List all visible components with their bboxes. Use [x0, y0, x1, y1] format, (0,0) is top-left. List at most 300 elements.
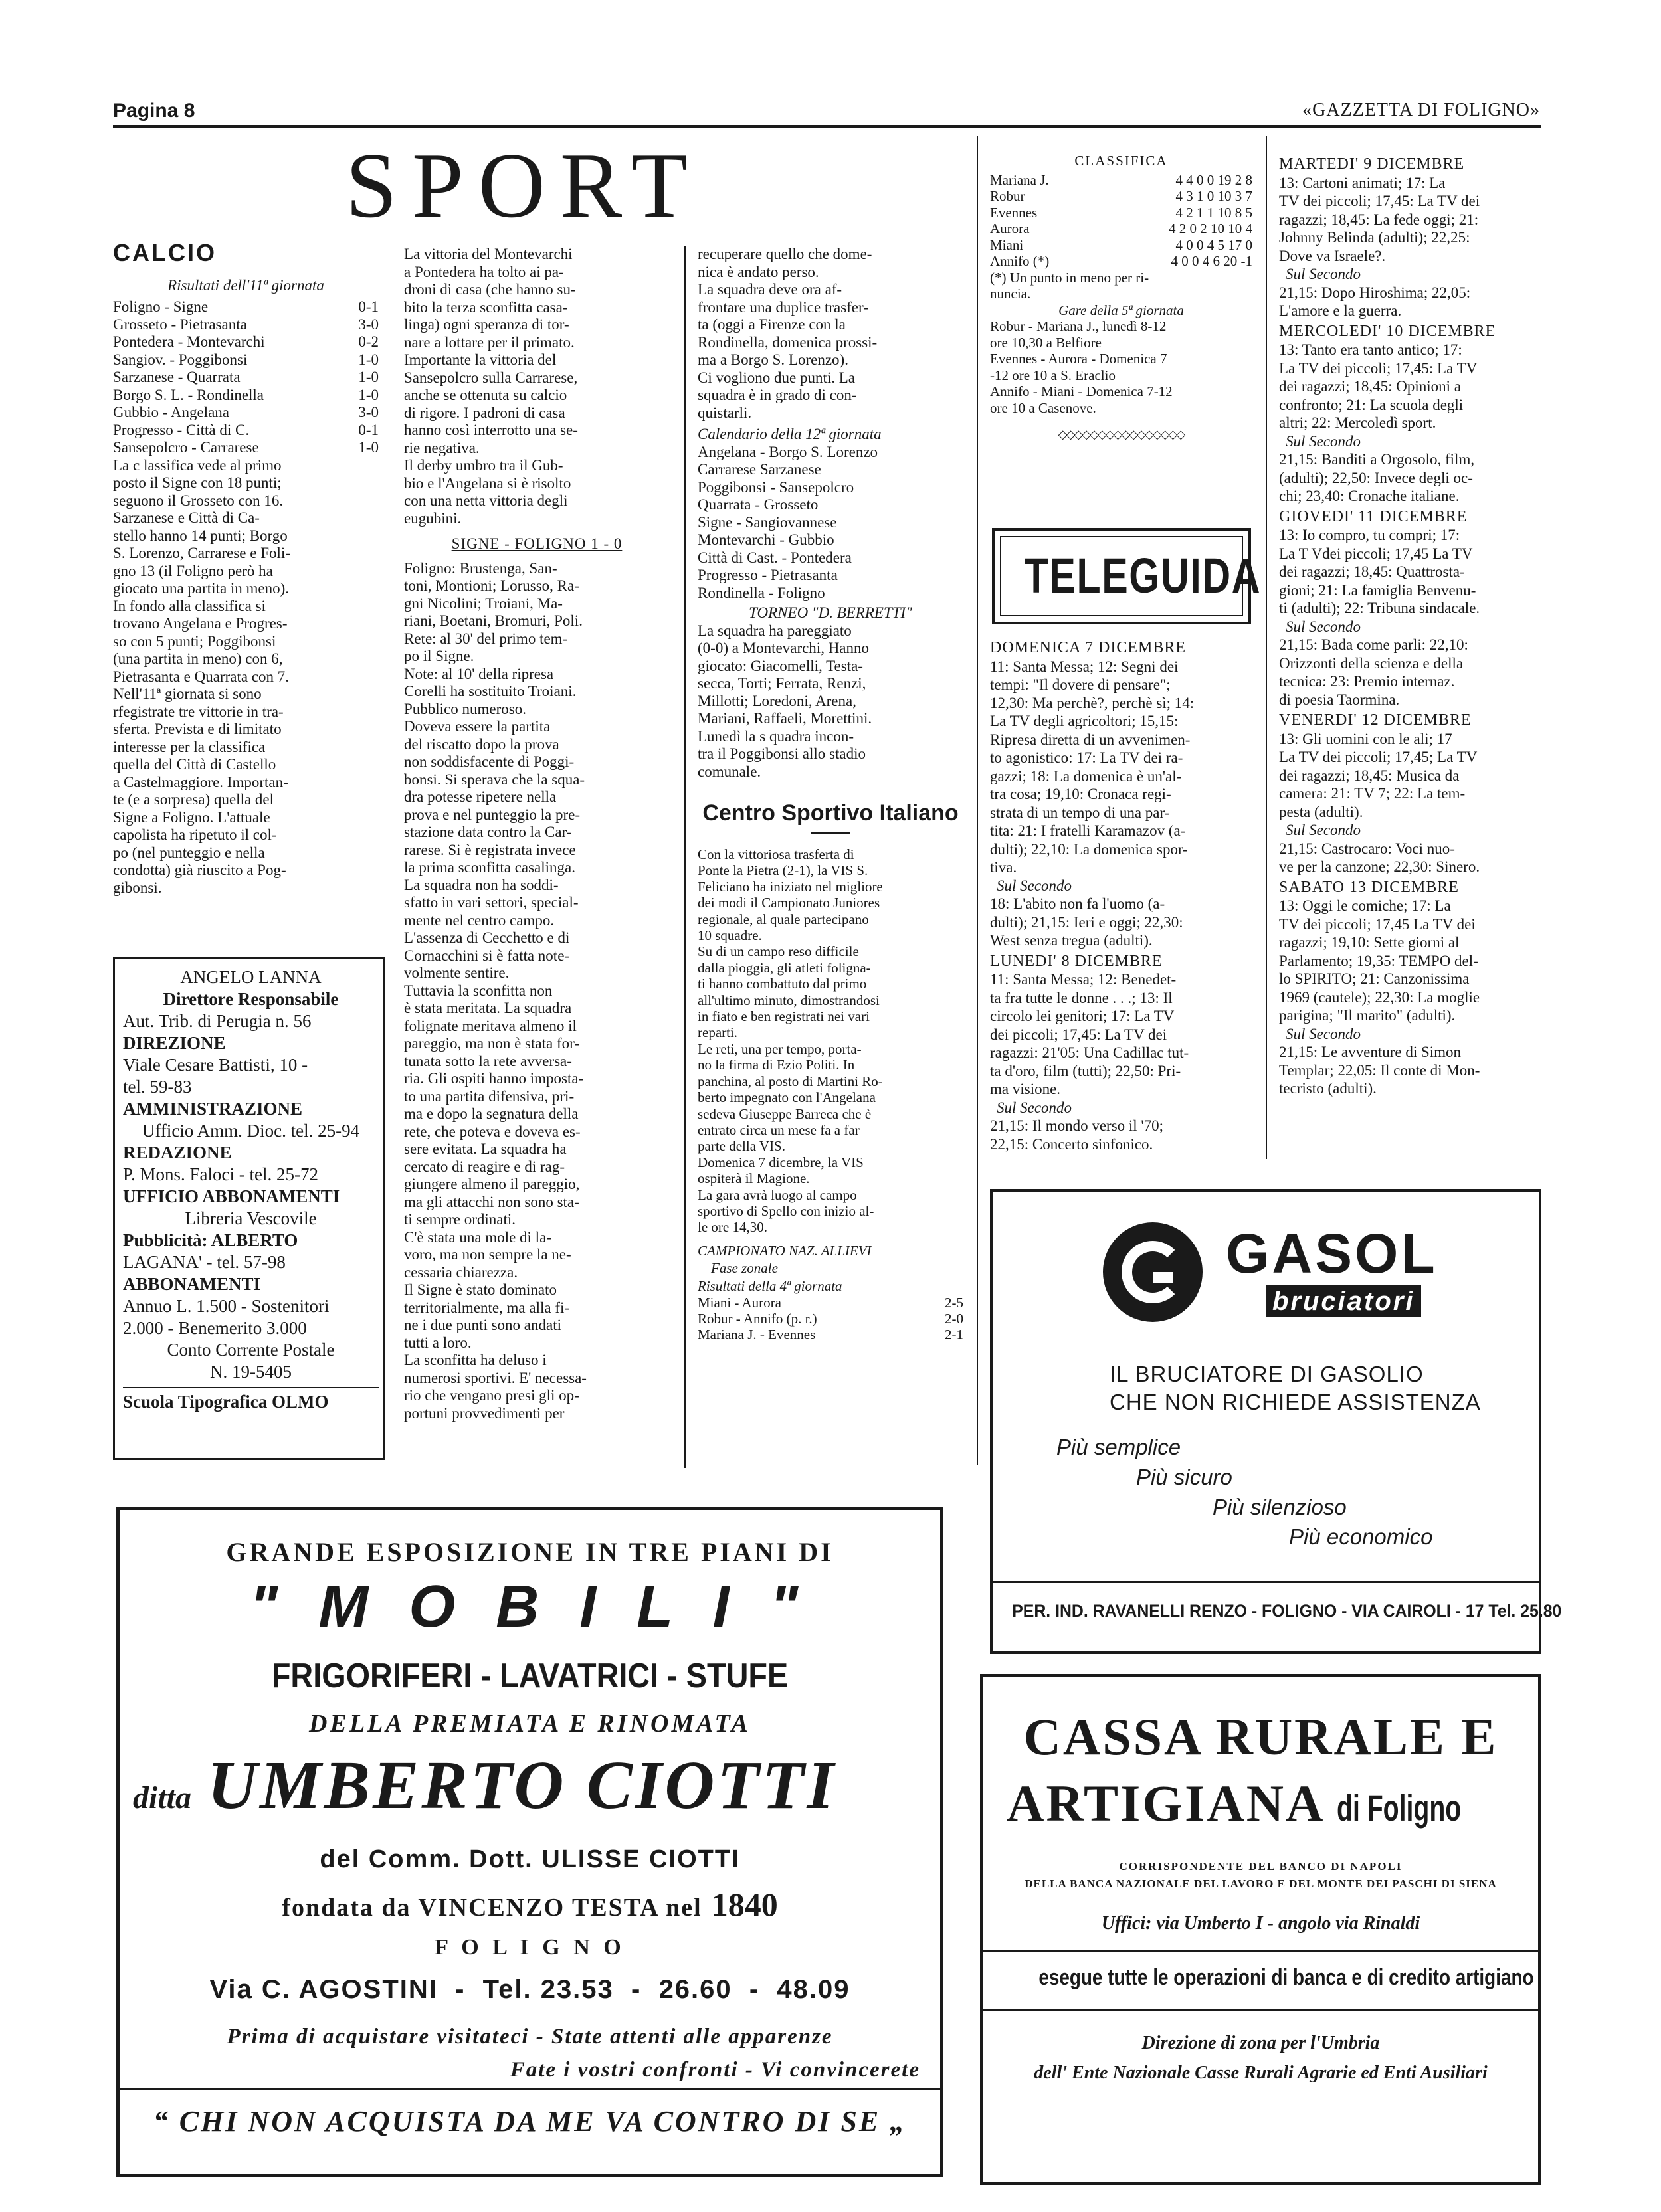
- article-line: riani, Boetani, Bromuri, Poli.: [404, 612, 583, 629]
- ad-mobili-line6: del Comm. Dott. ULISSE CIOTTI: [320, 1845, 740, 1873]
- article-line: (una partita in meno) con 6,: [113, 650, 283, 667]
- tv-line: 22,15: Concerto sinfonico.: [990, 1135, 1153, 1152]
- allievi-row: [698, 1295, 963, 1311]
- tv-line: ragazzi; 19,10: Sette giorni al: [1279, 934, 1460, 951]
- tv-line: tecnica: 23: Premio internaz.: [1279, 673, 1455, 690]
- masthead-line: REDAZIONE: [123, 1143, 232, 1162]
- tv-schedule-tuesday-saturday: [1279, 153, 1539, 1098]
- result-row-value: 1-0: [358, 351, 379, 368]
- ad-mobili-city: F O L I G N O: [435, 1935, 625, 1960]
- divider: ◇◇◇◇◇◇◇◇◇◇◇◇◇◇◇◇: [1058, 428, 1185, 441]
- ad-mobili-year: 1840: [711, 1886, 778, 1923]
- article-line: Importante la vittoria del: [404, 351, 557, 368]
- article-line: sedeva Giuseppe Barreca che è: [698, 1105, 872, 1122]
- classifica-row-value: 4 4 0 0 19 2 8: [1175, 171, 1252, 188]
- result-row-label: Pontedera - Montevarchi: [113, 333, 265, 350]
- gasol-feature2: Più sicuro: [1136, 1465, 1232, 1489]
- tv-line: 18: L'abito non fa l'uomo (a-: [990, 895, 1165, 912]
- article-line: trovano Angelana e Progres-: [113, 615, 288, 632]
- tv-line: tiva.: [990, 859, 1017, 876]
- results-title: Risultati dell'11ª giornata: [167, 276, 324, 294]
- article-line: del riscatto dopo la prova: [404, 735, 559, 753]
- result-row-label: Sarzanese - Quarrata: [113, 369, 241, 385]
- tv-line: tempi: "Il dovere di pensare";: [990, 676, 1171, 693]
- article-line: S. Lorenzo, Carrarese e Foli-: [113, 545, 290, 561]
- article-line: ma gli attacchi non sono sta-: [404, 1193, 579, 1210]
- calendar-row: Progresso - Pietrasanta: [698, 567, 838, 583]
- tv-line: gioni; 21: La famiglia Benvenu-: [1279, 581, 1476, 599]
- article-line: reparti.: [698, 1024, 738, 1041]
- masthead-line: Libreria Vescovile: [185, 1208, 317, 1228]
- note-line: nuncia.: [990, 286, 1031, 302]
- classifica-row: [990, 237, 1252, 254]
- tv-line: 12,30: Ma perchè?, perchè sì; 14:: [990, 694, 1195, 711]
- allievi-row-value: 2-5: [945, 1295, 963, 1311]
- tv-line: Parlamento; 19,35: TEMPO del-: [1279, 952, 1478, 969]
- article-line: frontare una duplice trasfer-: [698, 298, 868, 316]
- classifica-row: [990, 172, 1252, 189]
- allievi-row-label: Mariana J. - Evennes: [698, 1327, 816, 1343]
- article-line: Rondinella, domenica prossi-: [698, 333, 878, 351]
- cassa-direzione: Direzione di zona per l'Umbria: [1141, 2033, 1380, 2053]
- tv-line: 1969 (cautele); 22,30: La moglie: [1279, 988, 1480, 1006]
- article-line: hanno così interrotto una se-: [404, 422, 578, 438]
- article-line: Feliciano ha iniziato nel migliore: [698, 878, 883, 895]
- article-line: C'è stata una mole di la-: [404, 1228, 551, 1245]
- article-line: sfatto in vari settori, special-: [404, 894, 579, 911]
- article-line: secca, Torti; Ferrata, Renzi,: [698, 675, 866, 691]
- ad-mobili-line3: FRIGORIFERI - LAVATRICI - STUFE: [271, 1657, 789, 1695]
- cassa-uffici: Uffici: via Umberto I - angolo via Rinaldi: [1101, 1913, 1420, 1934]
- tv-line: ta d'oro, film (tutti); 22,50: Pri-: [990, 1062, 1181, 1079]
- article-line: Doveva essere la partita: [404, 718, 551, 735]
- note-line: (*) Un punto in meno per ri-: [990, 269, 1149, 286]
- ad-mobili-ditta: ditta: [133, 1780, 192, 1815]
- ad-mobili-line11: Fate i vostri confronti - Vi convincerete: [510, 2058, 920, 2082]
- tv-line: di poesia Taormina.: [1279, 691, 1400, 708]
- article-line: ma e dopo la segnatura della: [404, 1105, 579, 1122]
- article-line: Pubblico numeroso.: [404, 700, 526, 717]
- calendar-row: Città di Cast. - Pontedera: [698, 549, 852, 566]
- tv-day-heading: VENERDI' 12 DICEMBRE: [1279, 711, 1472, 729]
- allievi-row-value: 2-0: [945, 1311, 963, 1327]
- gasol-footer: PER. IND. RAVANELLI RENZO - FOLIGNO - VIA CAIROLI - 17 Tel. 25.80: [1012, 1601, 1562, 1621]
- article-line: La squadra ha pareggiato: [698, 622, 852, 639]
- article-line: bonsi. Si sperava che la squa-: [404, 771, 585, 788]
- tv-line: 21,15: Le avventure di Simon: [1279, 1044, 1462, 1060]
- tv-channel-label: Sul Secondo: [997, 877, 1072, 894]
- tv-line: confronto; 21: La scuola degli: [1279, 396, 1464, 413]
- article-line: sferta. Prevista e di limitato: [113, 721, 282, 737]
- article-line: rarese. Si è registrata invece: [404, 841, 576, 858]
- gasol-logo-bar: [1153, 1272, 1173, 1283]
- result-row: [113, 439, 379, 457]
- calendar-title: Calendario della 12ª giornata: [698, 426, 882, 442]
- masthead-line: Ufficio Amm. Dioc. tel. 25-94: [142, 1121, 360, 1141]
- result-row: [113, 387, 379, 405]
- article-line: mente nel centro campo.: [404, 911, 555, 929]
- article-line: La squadra deve ora af-: [698, 281, 842, 298]
- cassa-rule-top: [982, 1950, 1539, 1952]
- article-line: ti sempre ordinati.: [404, 1211, 516, 1228]
- tv-line: 13: Io compro, tu compri; 17:: [1279, 527, 1460, 543]
- masthead-line: ANGELO LANNA: [180, 967, 322, 987]
- article-line: so con 5 punti; Poggibonsi: [113, 632, 276, 650]
- cassa-rule-bottom: [982, 2009, 1539, 2011]
- tv-line: La TV degli agricoltori; 15,15:: [990, 713, 1179, 729]
- result-row-value: 3-0: [358, 316, 379, 333]
- article-line: (0-0) a Montevarchi, Hanno: [698, 640, 870, 656]
- tv-line: chi; 23,40: Cronache italiane.: [1279, 488, 1460, 504]
- article-line: Cornacchini si è fatta note-: [404, 947, 570, 964]
- results-list: [113, 298, 379, 457]
- article-line: territorialmente, ma alla fi-: [404, 1299, 570, 1316]
- gare-line: -12 ore 10 a S. Eraclio: [990, 367, 1116, 383]
- tv-channel-label: Sul Secondo: [1286, 618, 1361, 635]
- article-line: La c lassifica vede al primo: [113, 456, 282, 474]
- calendar-row: Signe - Sangiovannese: [698, 513, 837, 531]
- ad-mobili-line10: Prima di acquistare visitateci - State attenti alle apparenze: [227, 2025, 833, 2049]
- tv-line: lo SPIRITO; 21: Canzonissima: [1279, 970, 1470, 987]
- classifica-row-label: Miani: [990, 236, 1024, 253]
- tv-schedule-sunday-monday: [990, 636, 1250, 1153]
- cassa-title-2: [990, 1774, 1531, 1833]
- article-line: po il Signe.: [404, 648, 474, 664]
- allievi-results-title: Risultati della 4ª giornata: [698, 1277, 842, 1294]
- classifica-table: [990, 172, 1252, 270]
- classifica-row-label: Evennes: [990, 204, 1038, 221]
- article-line: Il Signe è stato dominato: [404, 1281, 557, 1298]
- article-line: bio e l'Angelana si è risolto: [404, 474, 571, 492]
- article-line: Sarzanese e Città di Ca-: [113, 509, 260, 526]
- article-line: tra il Poggibonsi allo stadio: [698, 745, 866, 762]
- tv-line: Dove va Israele?.: [1279, 247, 1386, 264]
- article-line: Ci vogliono due punti. La: [698, 369, 856, 386]
- ad-mobili-fondata: fondata da VINCENZO TESTA nel: [282, 1894, 702, 1922]
- article-line: rete, che poteva e doveva es-: [404, 1123, 581, 1140]
- tv-line: 21,15: Dopo Hiroshima; 22,05:: [1279, 284, 1471, 301]
- tv-line: 21,15: Bada come parli: 22,10:: [1279, 636, 1468, 653]
- gasol-brand: GASOL: [1226, 1222, 1438, 1285]
- article-line: è stata meritata. La squadra: [404, 1000, 572, 1016]
- cassa-corrispondente: CORRISPONDENTE DEL BANCO DI NAPOLI: [1119, 1860, 1403, 1873]
- classifica-row-value: 4 3 1 0 10 3 7: [1175, 188, 1252, 204]
- article-line: non soddisfacente di Poggi-: [404, 753, 575, 770]
- tv-day-heading: MARTEDI' 9 DICEMBRE: [1279, 155, 1465, 173]
- article-line: la prima sconfitta casalinga.: [404, 859, 576, 876]
- tv-line: circolo lei genitori; 17: La TV: [990, 1008, 1175, 1024]
- result-row-value: 0-1: [358, 298, 379, 315]
- tv-line: 13: Oggi le comiche; 17: La: [1279, 897, 1451, 914]
- article-line: La squadra non ha soddi-: [404, 876, 559, 893]
- tv-line: dei ragazzi; 18,45: Opinioni a: [1279, 378, 1462, 395]
- result-row-label: Borgo S. L. - Rondinella: [113, 386, 264, 403]
- tv-channel-label: Sul Secondo: [1286, 822, 1361, 838]
- masthead-line: UFFICIO ABBONAMENTI: [123, 1186, 340, 1206]
- result-row-value: 1-0: [358, 439, 379, 456]
- article-line: Tuttavia la sconfitta non: [404, 982, 553, 999]
- article-line: folignate meritava almeno il: [404, 1017, 577, 1034]
- article-line: sportivo di Spello con inizio al-: [698, 1202, 874, 1219]
- cassa-ente: dell' Ente Nazionale Casse Rurali Agrarie ed Enti Ausiliari: [1034, 2063, 1488, 2083]
- torneo-title: TORNEO "D. BERRETTI": [749, 604, 912, 621]
- tv-line: West senza tregua (adulti).: [990, 932, 1153, 949]
- calendar-row: Poggibonsi - Sansepolcro: [698, 478, 854, 496]
- article-line: con una netta vittoria degli: [404, 492, 568, 509]
- calcio-column: [113, 239, 379, 897]
- calendar-row: Carrarese Sarzanese: [698, 461, 821, 478]
- header-rule: [113, 125, 1541, 128]
- classifica-column: [990, 153, 1252, 462]
- column-rule: [684, 246, 686, 1468]
- article-line: stazione data contro la Car-: [404, 824, 572, 840]
- gasol-feature3: Più silenzioso: [1213, 1495, 1347, 1519]
- result-row: [113, 369, 379, 387]
- gare-title: Gare della 5ª giornata: [1058, 302, 1184, 318]
- allievi-title: CAMPIONATO NAZ. ALLIEVI: [698, 1242, 872, 1259]
- result-row-label: Foligno - Signe: [113, 298, 209, 315]
- ad-mobili-rule: [120, 2088, 940, 2090]
- tv-line: strata di un tempo di una par-: [990, 804, 1170, 821]
- tv-line: dei piccoli; 17,45: La TV dei: [990, 1026, 1167, 1043]
- result-row-label: Progresso - Città di C.: [113, 421, 250, 438]
- article-line: sere evitata. La squadra ha: [404, 1141, 567, 1157]
- article-line: ta (oggi a Firenze con la: [698, 316, 846, 333]
- article-line: tutti a loro.: [404, 1334, 472, 1351]
- article-line: regionale, al quale partecipano: [698, 911, 869, 927]
- article-line: gni Nicolini; Troiani, Ma-: [404, 595, 563, 612]
- tv-line: 13: Cartoni animati; 17: La: [1279, 174, 1446, 191]
- tv-line: to agonistico: 17: La TV dei ra-: [990, 749, 1183, 766]
- article-line: ospiterà il Magione.: [698, 1170, 810, 1187]
- article-line: Millotti; Loredoni, Arena,: [698, 692, 856, 709]
- calendar-row: Quarrata - Grosseto: [698, 496, 819, 513]
- classifica-row: [990, 253, 1252, 270]
- classifica-row-value: 4 0 0 4 5 17 0: [1175, 236, 1252, 253]
- article-line: eugubini.: [404, 509, 462, 527]
- tv-line: pesta (adulti).: [1279, 803, 1363, 820]
- article-line: linga) ogni speranza di tor-: [404, 316, 569, 333]
- article-line: pareggio, ma non è stata for-: [404, 1035, 579, 1052]
- article-line: squadra è in grado di con-: [698, 387, 857, 403]
- ad-mobili-content: [120, 1510, 940, 2174]
- article-line: volmente sentire.: [404, 965, 510, 981]
- csi-heading: Centro Sportivo Italiano: [702, 800, 959, 826]
- tv-line: tita: 21: I fratelli Karamazov (a-: [990, 822, 1186, 839]
- tv-line: 11: Santa Messa; 12: Benedet-: [990, 971, 1177, 988]
- article-line: all'ultimo minuto, dimostrandosi: [698, 992, 880, 1008]
- article-line: ne i due punti sono andati: [404, 1317, 561, 1333]
- article-line: voro, ma non sempre la ne-: [404, 1246, 571, 1263]
- tv-channel-label: Sul Secondo: [1286, 432, 1361, 450]
- article-line: po (nel punteggio e nella: [113, 844, 265, 861]
- tv-line: ve per la canzone; 22,30: Sinero.: [1279, 858, 1480, 875]
- cassa-artigiana: ARTIGIANA: [1007, 1774, 1325, 1832]
- result-row-value: 0-1: [358, 421, 379, 438]
- article-line: comunale.: [698, 763, 761, 780]
- result-row: [113, 316, 379, 334]
- tv-channel-label: Sul Secondo: [1286, 1025, 1361, 1042]
- article-line: numerosi sportivi. E' necessa-: [404, 1369, 587, 1386]
- signe-foligno-column: [404, 246, 670, 1422]
- masthead-line: LAGANA' - tel. 57-98: [123, 1252, 286, 1272]
- gare-line: Robur - Mariana J., lunedì 8-12: [990, 318, 1167, 334]
- cassa-banche: DELLA BANCA NAZIONALE DEL LAVORO E DEL MONTE DEI PASCHI DI SIENA: [1025, 1877, 1497, 1890]
- article-line: stello hanno 14 punti; Borgo: [113, 527, 288, 544]
- article-line: interesse per la classifica: [113, 738, 266, 755]
- gare-line: ore 10 a Casenove.: [990, 399, 1096, 416]
- article-line: quistarli.: [698, 404, 752, 421]
- tv-line: tra cosa; 19,10: Cronaca regi-: [990, 786, 1171, 802]
- cassa-di-foligno: di Foligno: [1337, 1787, 1462, 1829]
- classifica-row-label: Robur: [990, 188, 1025, 204]
- gasol-feature1: Più semplice: [1056, 1435, 1181, 1459]
- teleguida-title: TELEGUIDA: [1024, 548, 1262, 603]
- tv-line: 13: Tanto era tanto antico; 17:: [1279, 341, 1462, 358]
- tv-line: La TV dei piccoli; 17,45; La TV: [1279, 749, 1478, 765]
- allievi-row: [698, 1311, 963, 1327]
- tv-line: ragazzi: 21'05: Una Cadillac tut-: [990, 1044, 1189, 1061]
- masthead-line: P. Mons. Faloci - tel. 25-72: [123, 1164, 318, 1184]
- ad-mobili-title: " M O B I L I ": [249, 1574, 811, 1640]
- tv-line: dulti); 21,15: Ieri e oggi; 22,30:: [990, 913, 1183, 931]
- classifica-row-value: 4 2 0 2 10 10 4: [1169, 221, 1252, 236]
- tv-channel-label: Sul Secondo: [997, 1099, 1072, 1116]
- article-line: Mariani, Raffaeli, Morettini.: [698, 710, 872, 727]
- calcio-article: [113, 457, 379, 897]
- masthead-line: AMMINISTRAZIONE: [123, 1099, 303, 1119]
- masthead-line: Pubblicità: ALBERTO: [123, 1230, 298, 1250]
- gare-line: ore 10,30 a Belfiore: [990, 334, 1102, 351]
- allievi-row: [698, 1327, 963, 1342]
- article-line: ria. Gli ospiti hanno imposta-: [404, 1070, 584, 1087]
- article-line: cercato di reagire e di rag-: [404, 1158, 565, 1175]
- article-line: rio che vengano presi gli op-: [404, 1387, 579, 1404]
- article-line: 10 squadre.: [698, 927, 762, 944]
- tv-line: La T Vdei piccoli; 17,45 La TV: [1279, 545, 1473, 562]
- article-line: dei modi il Campionato Juniores: [698, 895, 880, 911]
- article-line: Il derby umbro tra il Gub-: [404, 457, 563, 474]
- article-line: nare a lottare per il primato.: [404, 333, 575, 351]
- section-heading-calcio: CALCIO: [113, 239, 217, 266]
- classifica-row: [990, 221, 1252, 237]
- article-line: giungere almeno il pareggio,: [404, 1176, 580, 1192]
- article-line: Pietrasanta e Quarrata con 7.: [113, 668, 290, 685]
- article-line: giocato una partita in meno).: [113, 580, 290, 597]
- tv-line: Johnny Belinda (adulti); 22,25:: [1279, 229, 1470, 246]
- article-line: toni, Montioni; Lorusso, Ra-: [404, 577, 579, 594]
- article-line: entrato circa un mese fa a far: [698, 1121, 860, 1138]
- sport-title: SPORT: [345, 134, 703, 237]
- article-line: Domenica 7 dicembre, la VIS: [698, 1154, 864, 1170]
- center-column: [698, 246, 963, 1342]
- calendar-row: Rondinella - Foligno: [698, 584, 825, 601]
- tv-day-heading: GIOVEDI' 11 DICEMBRE: [1279, 507, 1468, 525]
- tv-line: ma visione.: [990, 1081, 1061, 1097]
- tv-line: Ripresa diretta di un avvenimen-: [990, 731, 1191, 748]
- result-row: [113, 298, 379, 316]
- article-line: Ponte la Pietra (2-1), la VIS S.: [698, 862, 868, 879]
- article-line: Sansepolcro sulla Carrarese,: [404, 369, 578, 386]
- article-line: L'assenza di Cecchetto e di: [404, 929, 570, 946]
- cassa-operazioni: esegue tutte le operazioni di banca e di credito artigiano: [1038, 1965, 1534, 1990]
- result-row-label: Sangiov. - Poggibonsi: [113, 351, 248, 368]
- result-row: [113, 404, 379, 422]
- article-line: panchina, al posto di Martini Ro-: [698, 1073, 883, 1089]
- article-line: a Castelmaggiore. Importan-: [113, 773, 288, 790]
- allievi-row-label: Miani - Aurora: [698, 1295, 781, 1311]
- article-line: rie negativa.: [404, 439, 480, 456]
- masthead-line: Direttore Responsabile: [163, 989, 339, 1009]
- tv-channel-label: Sul Secondo: [1286, 266, 1361, 282]
- tv-line: La TV dei piccoli; 17,45: La TV: [1279, 359, 1478, 377]
- article-line: Nell'11ª giornata si sono: [113, 686, 262, 702]
- result-row: [113, 333, 379, 351]
- classifica-row: [990, 205, 1252, 221]
- article-line: no la firma di Ezio Politi. In: [698, 1057, 855, 1073]
- tv-line: 21,15: Castrocaro: Voci nuo-: [1279, 840, 1455, 857]
- article-line: Lunedì la s quadra incon-: [698, 727, 854, 745]
- gasol-rule: [990, 1581, 1541, 1583]
- masthead: [123, 967, 379, 1413]
- article-line: tunata sotto la rete avversa-: [404, 1052, 572, 1069]
- result-row-label: Grosseto - Pietrasanta: [113, 316, 247, 333]
- gasol-feature4: Più economico: [1289, 1524, 1433, 1549]
- result-row-value: 1-0: [358, 386, 379, 403]
- tv-line: camera: 21: TV 7; 22: La tem-: [1279, 785, 1466, 802]
- masthead-line: Annuo L. 1.500 - Sostenitori: [123, 1296, 330, 1316]
- ad-mobili-line4: DELLA PREMIATA E RINOMATA: [309, 1710, 751, 1738]
- article-line: to una partita difensiva, pri-: [404, 1087, 575, 1105]
- article-line: La vittoria del Montevarchi: [404, 246, 573, 262]
- classifica-row-label: Mariana J.: [990, 171, 1049, 188]
- page-number: Pagina 8: [113, 100, 195, 122]
- gasol-line1: IL BRUCIATORE DI GASOLIO: [1110, 1362, 1424, 1386]
- tv-line: ragazzi; 18,45: La fede oggi; 21:: [1279, 211, 1479, 228]
- article-line: condotta) già riuscito a Pog-: [113, 862, 286, 878]
- masthead-line: Scuola Tipografica OLMO: [123, 1387, 379, 1413]
- csi-rule: [811, 832, 850, 834]
- masthead-line: Aut. Trib. di Perugia n. 56: [123, 1011, 312, 1031]
- result-row-value: 1-0: [358, 369, 379, 385]
- article-line: di rigore. I padroni di casa: [404, 404, 565, 421]
- allievi-row-label: Robur - Annifo (p. r.): [698, 1311, 817, 1327]
- allievi-subtitle: Fase zonale: [711, 1260, 778, 1277]
- tv-line: 13: Gli uomini con le ali; 17: [1279, 730, 1452, 747]
- tv-day-heading: DOMENICA 7 DICEMBRE: [990, 639, 1187, 656]
- tv-line: tecristo (adulti).: [1279, 1080, 1377, 1097]
- result-row: [113, 351, 379, 369]
- article-line: seguono il Grosseto con 16.: [113, 492, 284, 509]
- cassa-title-1: CASSA RURALE E: [1023, 1708, 1498, 1766]
- article-line: Su di un campo reso difficile: [698, 943, 859, 960]
- article-line: portuni provvedimenti per: [404, 1404, 565, 1422]
- masthead-line: Conto Corrente Postale: [167, 1340, 335, 1360]
- article-line: Le reti, una per tempo, porta-: [698, 1040, 862, 1057]
- result-row-label: Sansepolcro - Carrarese: [113, 439, 259, 456]
- article-line: prova e nel punteggio la pre-: [404, 806, 581, 823]
- masthead-line: tel. 59-83: [123, 1077, 192, 1097]
- classifica-row-label: Aurora: [990, 221, 1030, 236]
- article-line: berto impegnato con l'Angelana: [698, 1089, 876, 1106]
- article-line: La gara avrà luogo al campo: [698, 1186, 857, 1203]
- masthead-line: N. 19-5405: [210, 1362, 292, 1382]
- allievi-row-value: 2-1: [945, 1327, 963, 1343]
- tv-line: (adulti); 22,50: Invece degli oc-: [1279, 469, 1473, 486]
- article-line: Foligno: Brustenga, San-: [404, 559, 557, 577]
- article-line: gno 13 (il Foligno però ha: [113, 562, 273, 579]
- article-line: Corelli ha sostituito Troiani.: [404, 683, 577, 699]
